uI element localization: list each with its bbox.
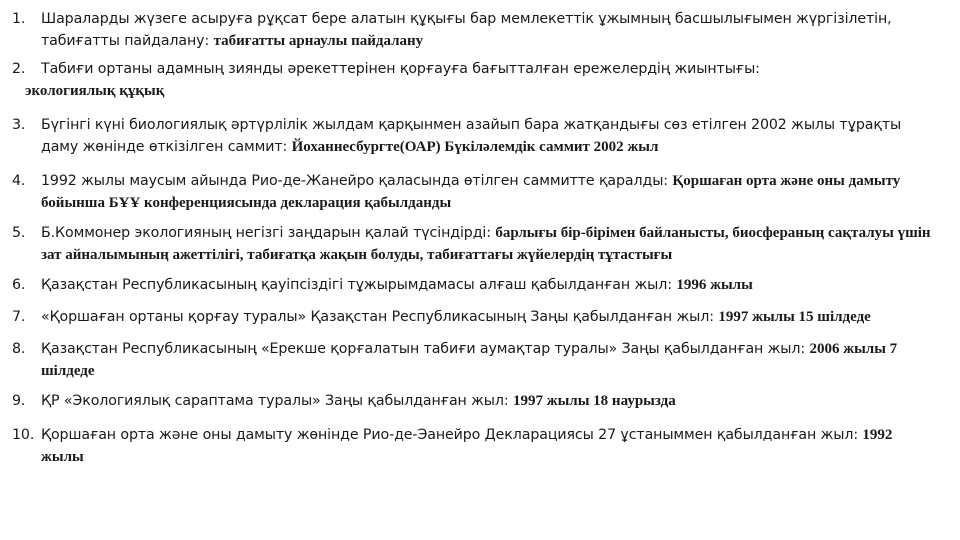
answer-text: 1997 жылы 15 шілдеде [718, 309, 871, 325]
question-text: «Қоршаған ортаны қорғау туралы» Қазақстан Республикасының Заңы қабылданған жыл: [41, 309, 719, 325]
item-text [41, 8, 932, 52]
item-text [41, 170, 932, 214]
question-text: Қазақстан Республикасының «Ерекше қорғалатын табиғи аумақтар туралы» Заңы қабылданған жыл: [41, 341, 810, 357]
item-text [41, 274, 932, 296]
list-item [12, 222, 932, 266]
answer-text: 1992 жылы [41, 427, 893, 465]
item-text [41, 306, 932, 328]
item-text [41, 390, 932, 412]
list-item [12, 170, 932, 214]
item-number: 7. [12, 309, 26, 325]
answer-text: табиғатты арнаулы пайдалану [213, 33, 424, 49]
question-text: Шараларды жүзеге асыруға рұқсат бере алатын құқығы бар мемлекеттік ұжымның басшылығымен жүргізілетін, табиғатты пайдалану: [41, 11, 892, 49]
list-item [12, 338, 932, 382]
question-text: 1992 жылы маусым айында Рио-де-Жанейро қаласында өтілген саммитте қаралды: [41, 173, 673, 189]
answer-text: 1997 жылы 18 наурызда [512, 393, 676, 409]
question-text: Бүгінгі күні биологиялық әртүрлілік жылдам қарқынмен азайып бара жатқандығы сөз етілген 2002 жылы тұрақты даму жөнінде өткізілген саммит: [41, 117, 902, 155]
list-item [12, 274, 932, 296]
question-text: Қазақстан Республикасының қауіпсіздігі тұжырымдамасы алғаш қабылданған жыл: [41, 277, 677, 293]
item-number: 2. [12, 61, 26, 77]
answer-text: Қоршаған орта және оны дамыту бойынша БҰҰ конференциясында декларация қабылданды [41, 173, 901, 211]
answer-text: барлығы бір-бірімен байланысты, биосфераның сақталуы үшін зат айналымының ажеттілігі, табиғатқа жақын болуды, табиғаттағы жүйелердің тұтастығы [41, 225, 931, 263]
item-text [25, 58, 932, 102]
answer-text: экологиялық құқық [25, 83, 165, 99]
item-text [41, 424, 932, 468]
item-number: 8. [12, 341, 26, 357]
answer-text: Йоханнесбургте(ОАР) Бүкіләлемдік саммит 2002 жыл [291, 139, 659, 155]
list-item [12, 8, 932, 52]
list-item [12, 114, 932, 158]
item-number: 9. [12, 393, 26, 409]
list-item [12, 424, 932, 468]
item-text [41, 114, 932, 158]
item-number: 3. [12, 117, 26, 133]
question-text: Б.Коммонер экологияның негізгі заңдарын қалай түсіндірді: [41, 225, 496, 241]
item-number: 1. [12, 11, 26, 27]
item-number: 6. [12, 277, 26, 293]
list-item [12, 390, 932, 412]
list-item [12, 306, 932, 328]
answer-text: 1996 жылы [676, 277, 753, 293]
question-text: ҚР «Экологиялық сараптама туралы» Заңы қабылданған жыл: [41, 393, 513, 409]
question-text: Табиғи ортаны адамның зиянды әрекеттерінен қорғауға бағытталған ережелердің жиынтығы: [41, 61, 760, 77]
question-text: Қоршаған орта және оны дамыту жөнінде Рио-де-Эанейро Декларациясы 27 ұстаныммен қабылданған жыл: [41, 427, 863, 443]
item-number: 5. [12, 225, 26, 241]
list-item [12, 58, 932, 102]
item-text [41, 338, 932, 382]
item-text [41, 222, 932, 266]
answer-text: 2006 жылы 7 шілдеде [41, 341, 898, 379]
item-number: 4. [12, 173, 26, 189]
item-number: 10. [12, 427, 35, 443]
